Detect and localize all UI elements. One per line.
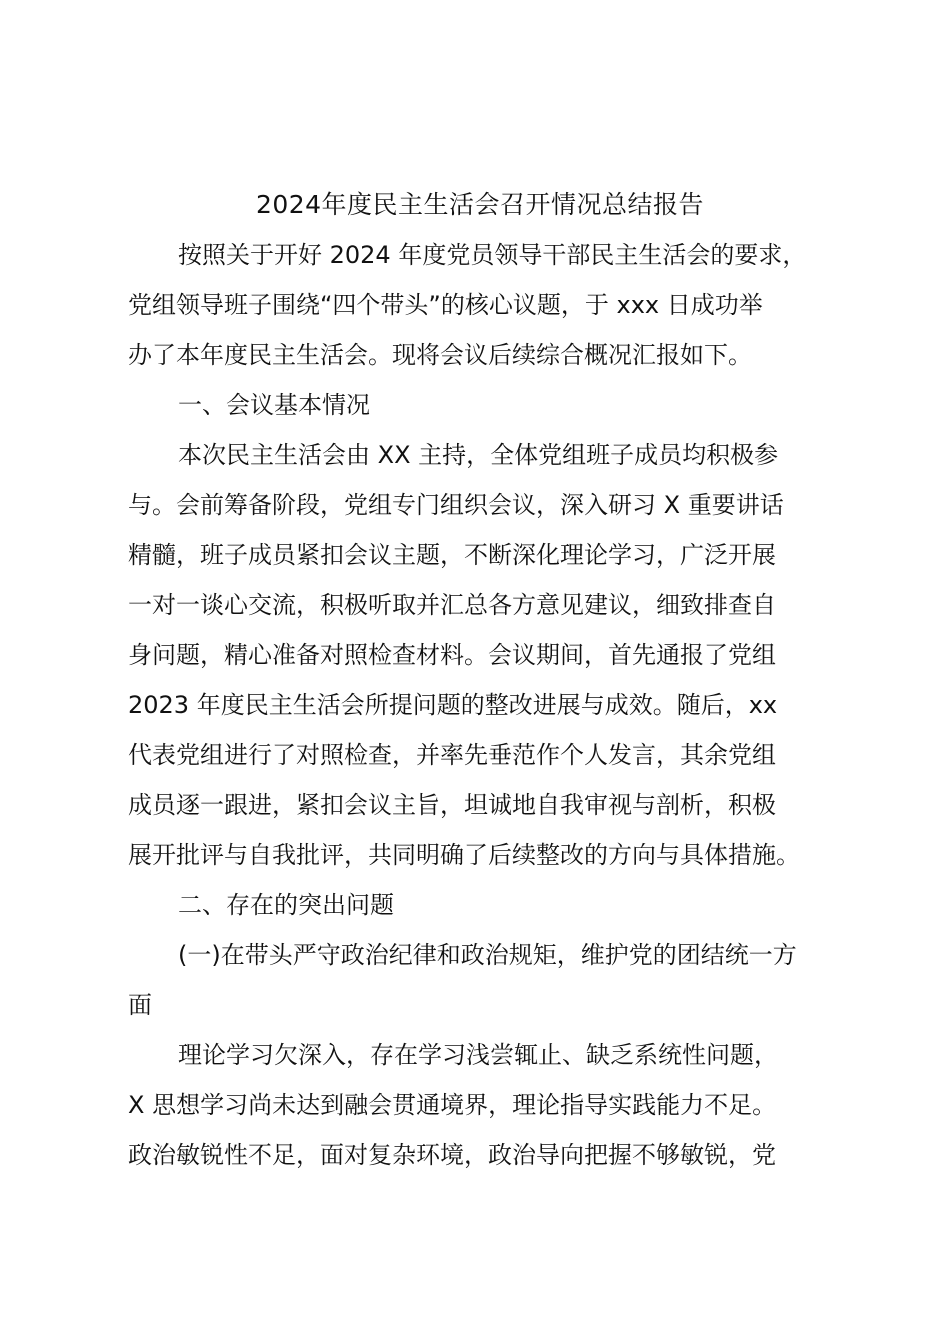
text-line: 精髓，班子成员紧扣会议主题，不断深化理论学习，广泛开展 — [128, 541, 776, 569]
text-line: 本次民主生活会由 XX 主持，全体党组班子成员均积极参 — [178, 441, 779, 469]
text-line: X 思想学习尚未达到融会贯通境界，理论指导实践能力不足。 — [128, 1091, 777, 1119]
text-line: 党组领导班子围绕“四个带头”的核心议题，于 xxx 日成功举 — [128, 291, 763, 319]
document-body — [128, 180, 828, 1180]
intro-paragraph — [128, 230, 828, 380]
document-title: 2024年度民主生活会召开情况总结报告 — [255, 190, 705, 219]
text-line: 身问题，精心准备对照检查材料。会议期间，首先通报了党组 — [128, 641, 776, 669]
section1-paragraph — [128, 430, 828, 880]
problem-paragraph — [128, 1030, 828, 1180]
text-line: 一对一谈心交流，积极听取并汇总各方意见建议，细致排查自 — [128, 591, 776, 619]
section-heading-1: 一、会议基本情况 — [178, 391, 370, 419]
section-heading-2: 二、存在的突出问题 — [178, 891, 394, 919]
text-line: 政治敏锐性不足，面对复杂环境，政治导向把握不够敏锐，党 — [128, 1141, 776, 1169]
text-line: (一)在带头严守政治纪律和政治规矩，维护党的团结统一方 — [178, 941, 797, 969]
text-line: 成员逐一跟进，紧扣会议主旨，坦诚地自我审视与剖析，积极 — [128, 791, 776, 819]
text-line: 展开批评与自我批评，共同明确了后续整改的方向与具体措施。 — [128, 841, 800, 869]
text-line: 面 — [128, 991, 152, 1019]
text-line: 理论学习欠深入，存在学习浅尝辄止、缺乏系统性问题， — [178, 1041, 778, 1069]
text-line: 按照关于开好 2024 年度党员领导干部民主生活会的要求， — [178, 241, 807, 269]
subsection-heading-1 — [128, 930, 828, 1030]
text-line: 2023 年度民主生活会所提问题的整改进展与成效。随后，xx — [128, 691, 778, 719]
text-line: 与。会前筹备阶段，党组专门组织会议，深入研习 X 重要讲话 — [128, 491, 784, 519]
text-line: 办了本年度民主生活会。现将会议后续综合概况汇报如下。 — [128, 341, 752, 369]
text-line: 代表党组进行了对照检查，并率先垂范作个人发言，其余党组 — [128, 741, 776, 769]
